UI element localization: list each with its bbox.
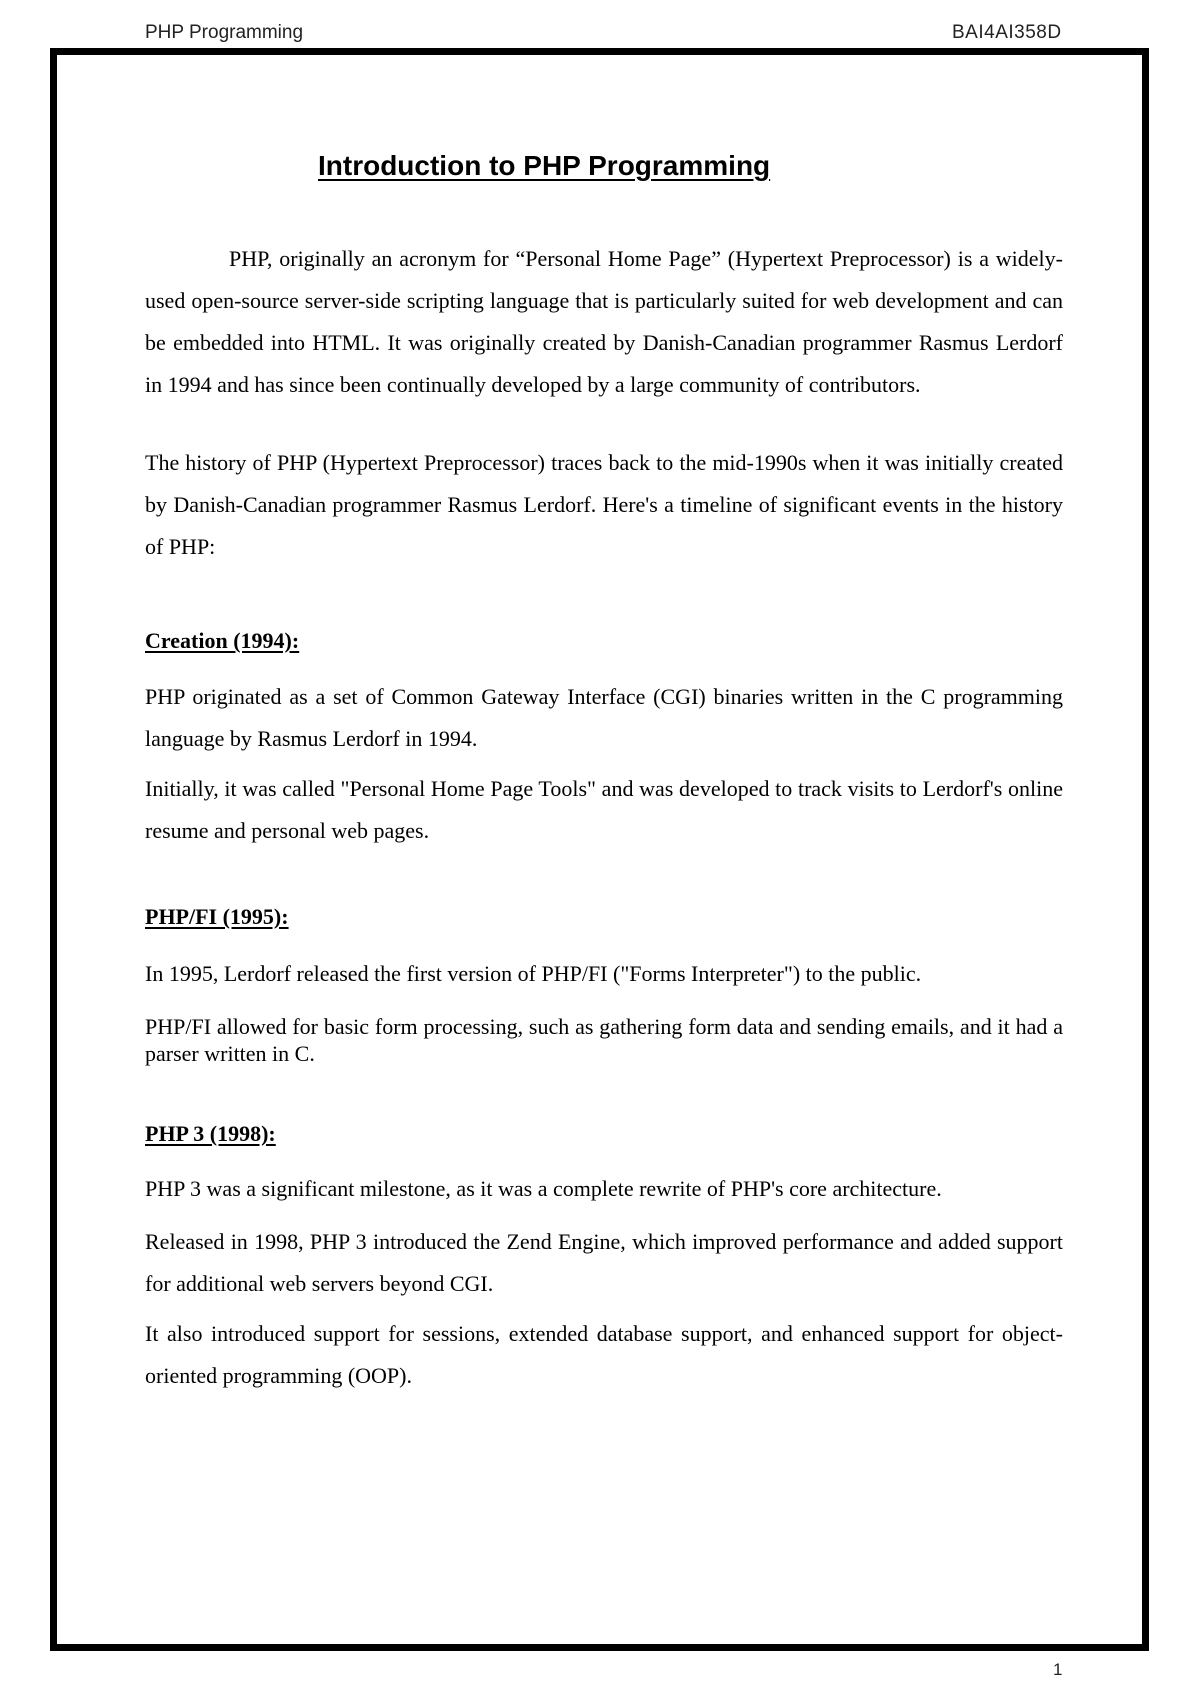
page-title: Introduction to PHP Programming <box>318 150 771 181</box>
section-creation-paragraph-2: Initially, it was called "Personal Home Page Tools" and was developed to track visits to Lerdorf's online resume and personal web pages. <box>145 776 1063 843</box>
section-heading-phpfi: PHP/FI (1995): <box>145 904 289 929</box>
section-heading-creation: Creation (1994): <box>145 628 300 653</box>
page-number: 1 <box>1053 1660 1063 1679</box>
section-php3-paragraph-2: Released in 1998, PHP 3 introduced the Zend Engine, which improved performance and added support for additional web servers beyond CGI. <box>145 1229 1063 1296</box>
header-course-code: BAI4AI358D <box>952 22 1062 43</box>
section-creation-paragraph-1: PHP originated as a set of Common Gateway Interface (CGI) binaries written in the C programming language by Rasmus Lerdorf in 1994. <box>145 684 1063 751</box>
intro-paragraph-1: PHP, originally an acronym for “Personal Home Page” (Hypertext Preprocessor) is a widely-used open-source server-side scripting language that is particularly suited for web development and can be embedded into HTML. It was originally created by Danish-Canadian programmer Rasmus Lerdorf in 1994 and has since been continually developed by a large community of contributors. <box>145 246 1063 397</box>
section-heading-php3: PHP 3 (1998): <box>145 1121 276 1146</box>
section-phpfi-paragraph-2: PHP/FI allowed for basic form processing, such as gathering form data and sending emails, and it had a parser written in C. <box>145 1014 1063 1066</box>
section-phpfi-paragraph-1: In 1995, Lerdorf released the first version of PHP/FI ("Forms Interpreter") to the public. <box>145 961 922 986</box>
section-php3-paragraph-1: PHP 3 was a significant milestone, as it was a complete rewrite of PHP's core architecture. <box>145 1176 942 1201</box>
intro-paragraph-2: The history of PHP (Hypertext Preprocessor) traces back to the mid-1990s when it was initially created by Danish-Canadian programmer Rasmus Lerdorf. Here's a timeline of significant events in the history of PHP: <box>145 450 1063 559</box>
section-php3-paragraph-3: It also introduced support for sessions, extended database support, and enhanced support for object-oriented programming (OOP). <box>145 1321 1063 1388</box>
header-left-title: PHP Programming <box>145 22 304 43</box>
